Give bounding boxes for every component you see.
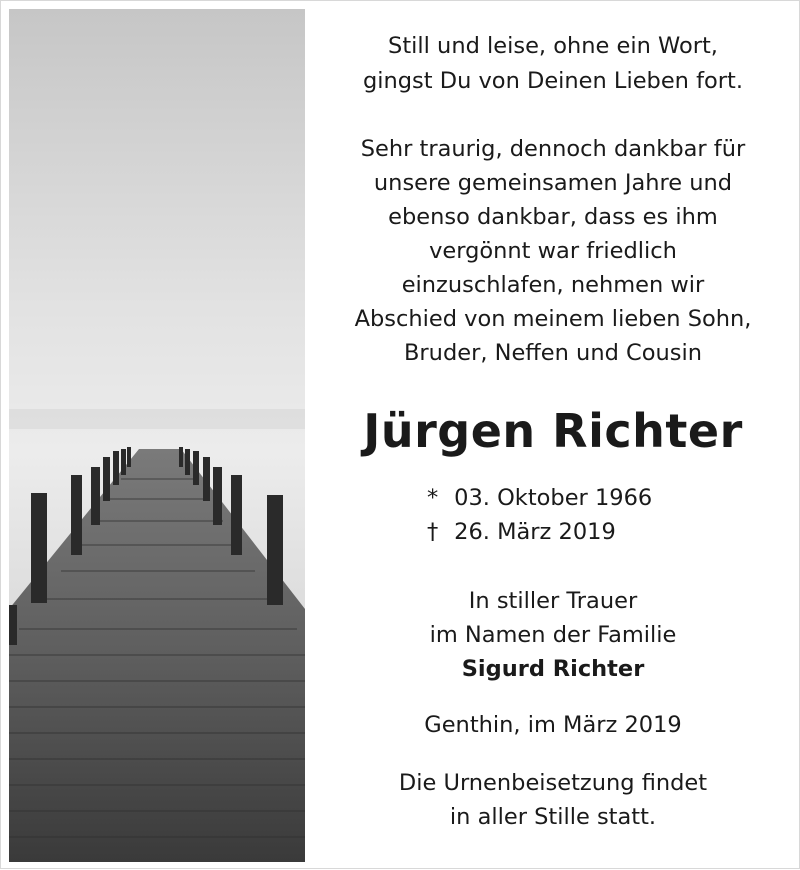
poem-line-2: gingst Du von Deinen Lieben fort. [362,68,744,94]
death-date-line [427,515,616,549]
deceased-name: Jürgen Richter [363,404,743,458]
notice-text [305,1,800,870]
birth-date: 03. Oktober 1966 [454,485,653,511]
place-date: Genthin, im März 2019 [424,712,682,738]
pier-photo [9,9,305,862]
burial-line-1: Die Urnenbeisetzung findet [398,770,708,796]
birth-date-line [427,481,652,515]
message-line-4: vergönnt war friedlich [429,238,677,264]
poem-line-1: Still und leise, ohne ein Wort, [388,33,718,59]
death-date: 26. März 2019 [454,519,616,545]
message-line-1: Sehr traurig, dennoch dankbar für [360,136,746,162]
message-line-6: Abschied von meinem lieben Sohn, [354,306,752,332]
message-line-5: einzuschlafen, nehmen wir [401,272,705,298]
mourners-line-2: im Namen der Familie [429,622,677,648]
burial-line-2: in aller Stille statt. [449,804,657,830]
mourner-name: Sigurd Richter [461,656,645,682]
message-line-7: Bruder, Neffen und Cousin [404,340,702,366]
message-line-2: unsere gemeinsamen Jahre und [373,170,733,196]
message-line-3: ebenso dankbar, dass es ihm [388,204,718,230]
death-symbol: † [427,519,439,545]
birth-symbol: * [427,485,439,511]
pier-photo-graphic [9,9,305,862]
mourners-line-1: In stiller Trauer [468,588,638,614]
